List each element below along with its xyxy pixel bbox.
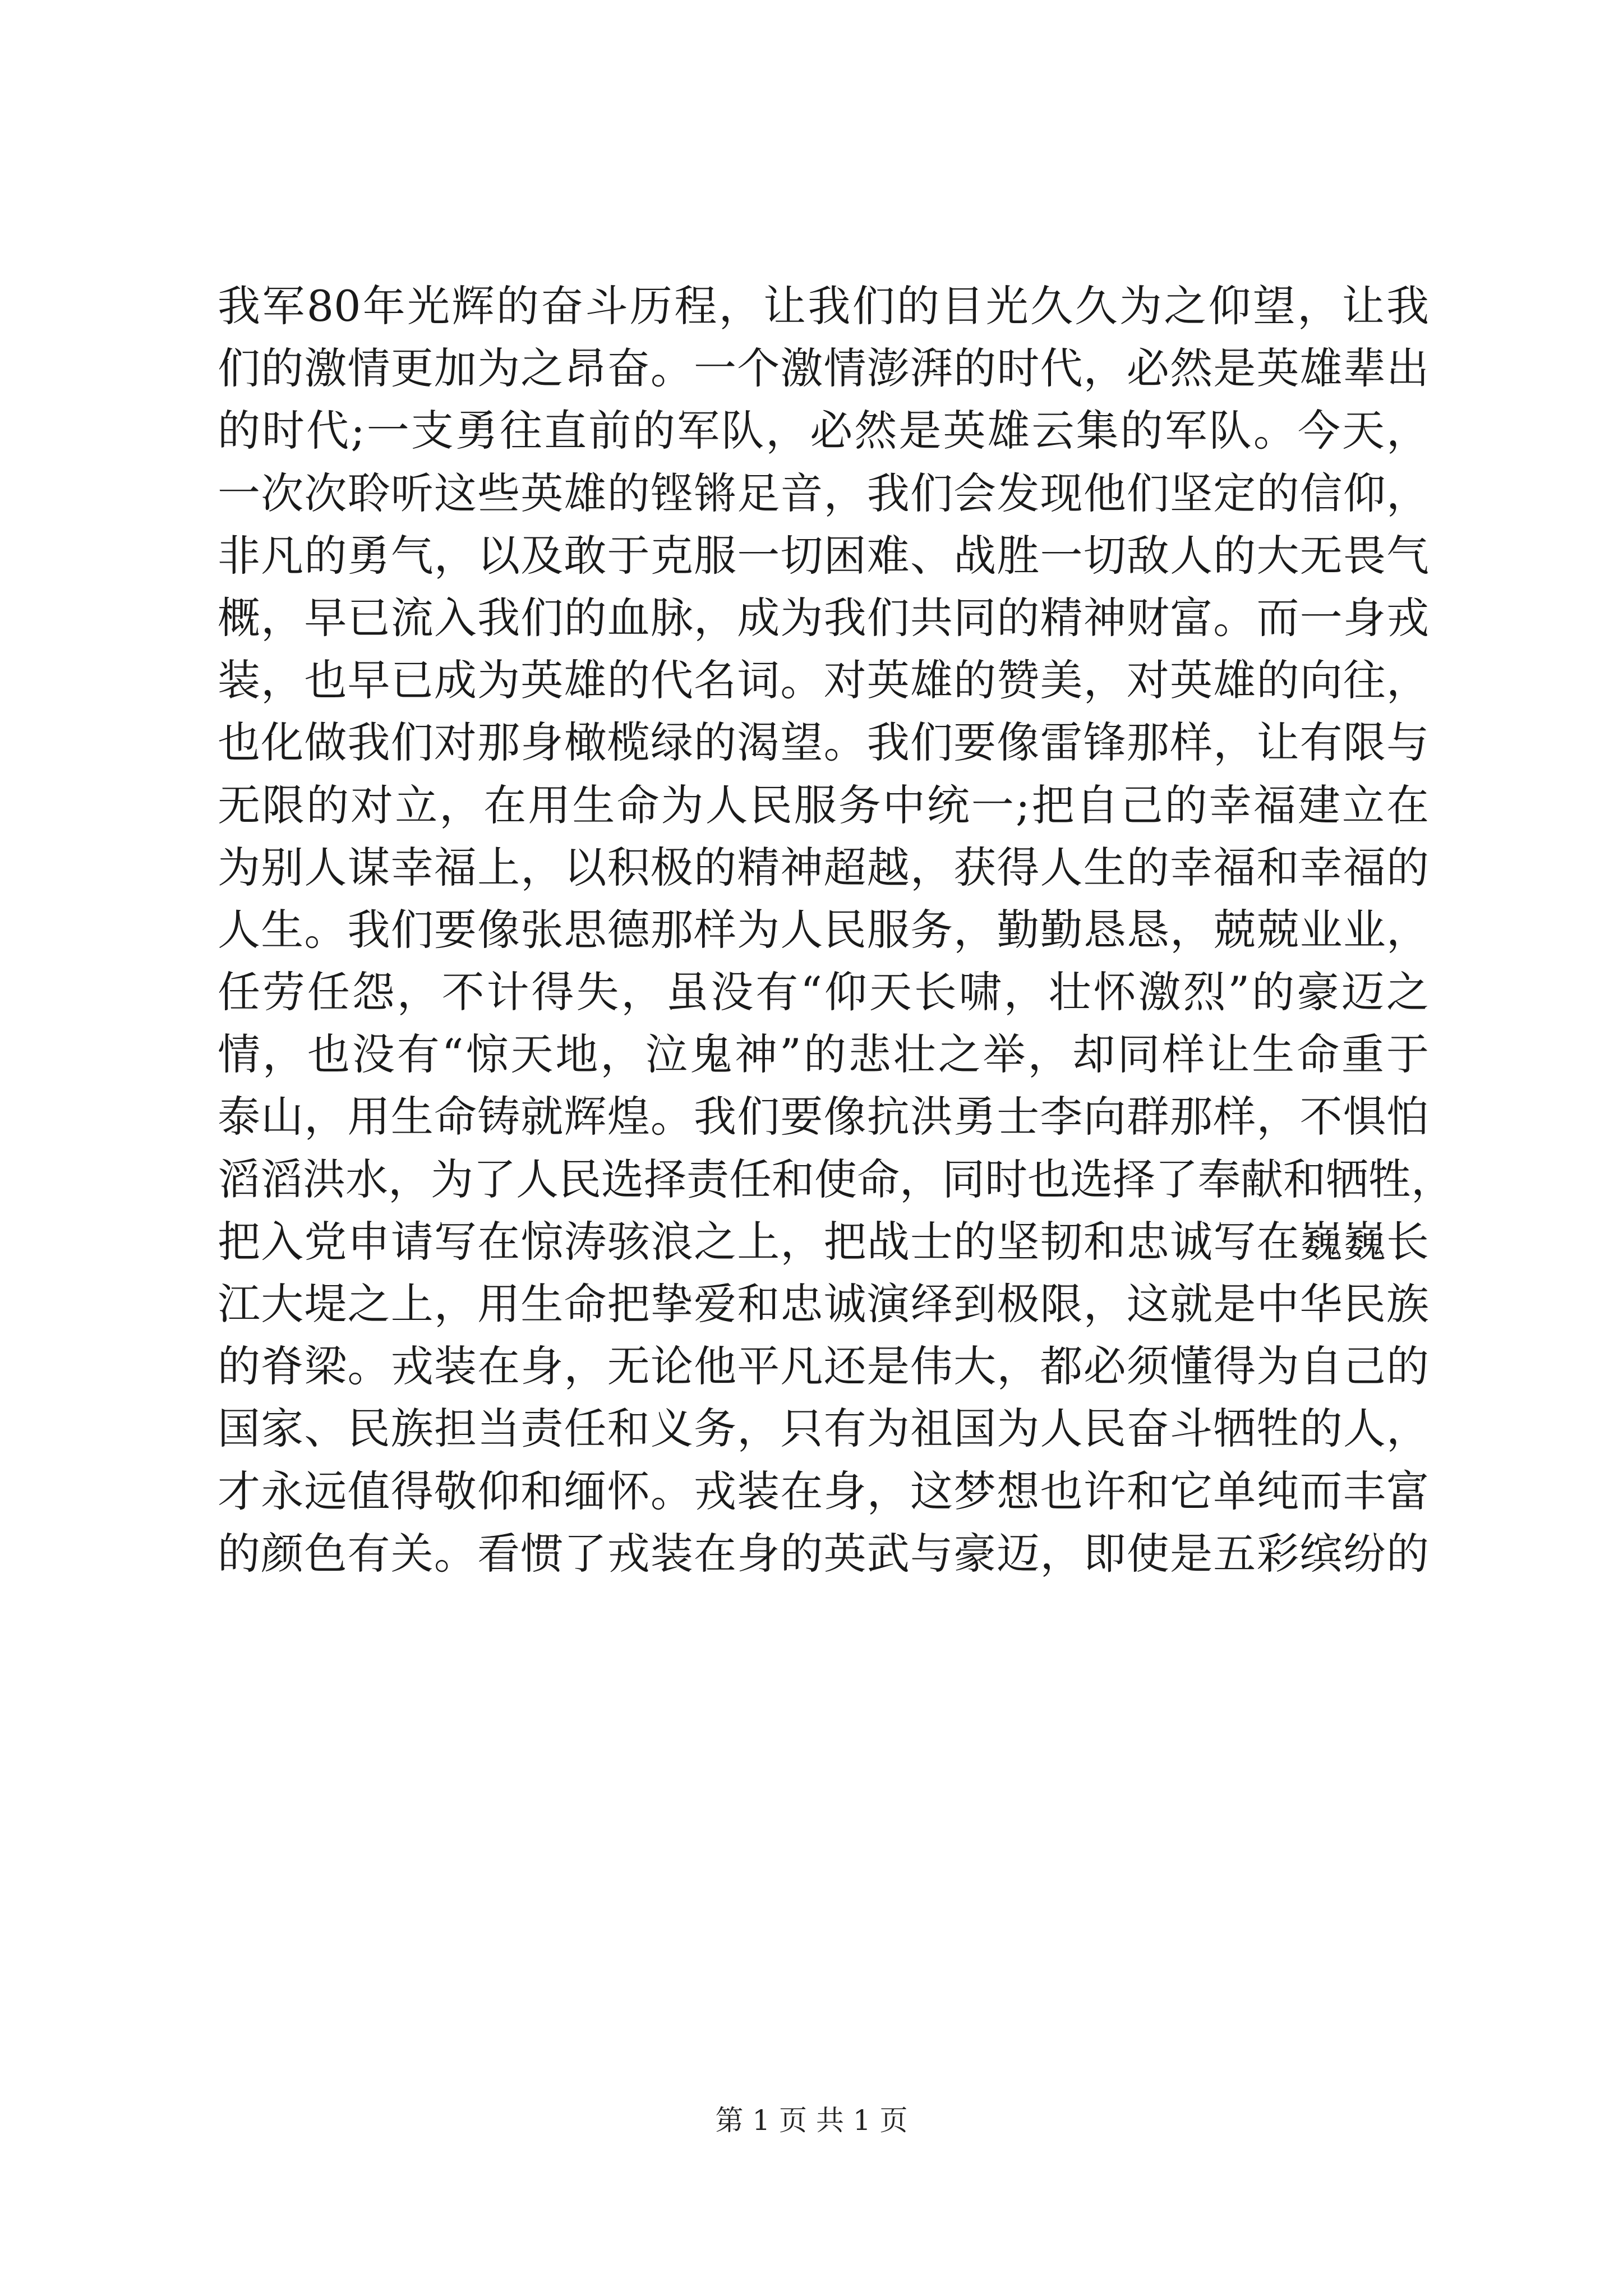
text-line: 泰山，用生命铸就辉煌。我们要像抗洪勇士李向群那样，不惧怕 (218, 1092, 1429, 1142)
text-line: 人生。我们要像张思德那样为人民服务，勤勤恳恳，兢兢业业， (218, 904, 1429, 955)
text-line: 的时代;一支勇往直前的军队，必然是英雄云集的军队。今天， (218, 406, 1429, 456)
page-number-footer: 第 1 页 共 1 页 (715, 2104, 908, 2137)
text-line: 把入党申请写在惊涛骇浪之上，把战士的坚韧和忠诚写在巍巍长 (218, 1216, 1429, 1267)
text-line: 才永远值得敬仰和缅怀。戎装在身，这梦想也许和它单纯而丰富 (218, 1466, 1429, 1516)
text-line: 任劳任怨，不计得失，虽没有“仰天长啸，壮怀激烈”的豪迈之 (218, 967, 1429, 1018)
text-line: 为别人谋幸福上，以积极的精神超越，获得人生的幸福和幸福的 (218, 842, 1429, 892)
text-line: 一次次聆听这些英雄的铿锵足音，我们会发现他们坚定的信仰， (218, 468, 1429, 518)
text-line: 装，也早已成为英雄的代名词。对英雄的赞美，对英雄的向往， (218, 655, 1429, 706)
text-line: 江大堤之上，用生命把挚爱和忠诚演绎到极限，这就是中华民族 (218, 1279, 1429, 1329)
text-line: 们的激情更加为之昂奋。一个激情澎湃的时代，必然是英雄辈出 (218, 343, 1429, 394)
text-line: 我军80年光辉的奋斗历程，让我们的目光久久为之仰望，让我 (218, 281, 1429, 331)
text-line: 概，早已流入我们的血脉，成为我们共同的精神财富。而一身戎 (218, 592, 1429, 643)
text-line: 滔滔洪水，为了人民选择责任和使命，同时也选择了奉献和牺牲， (218, 1154, 1454, 1204)
text-line: 无限的对立，在用生命为人民服务中统一;把自己的幸福建立在 (218, 780, 1429, 830)
text-line: 也化做我们对那身橄榄绿的渴望。我们要像雷锋那样，让有限与 (218, 717, 1429, 768)
text-line: 国家、民族担当责任和义务，只有为祖国为人民奋斗牺牲的人， (218, 1404, 1429, 1454)
text-line: 的颜色有关。看惯了戎装在身的英武与豪迈，即使是五彩缤纷的 (218, 1528, 1429, 1579)
text-line: 的脊梁。戎装在身，无论他平凡还是伟大，都必须懂得为自己的 (218, 1341, 1429, 1392)
text-line: 情，也没有“惊天地，泣鬼神”的悲壮之举，却同样让生命重于 (218, 1029, 1429, 1080)
body-paragraph (218, 275, 1454, 1585)
text-line: 非凡的勇气，以及敢于克服一切困难、战胜一切敌人的大无畏气 (218, 530, 1429, 581)
